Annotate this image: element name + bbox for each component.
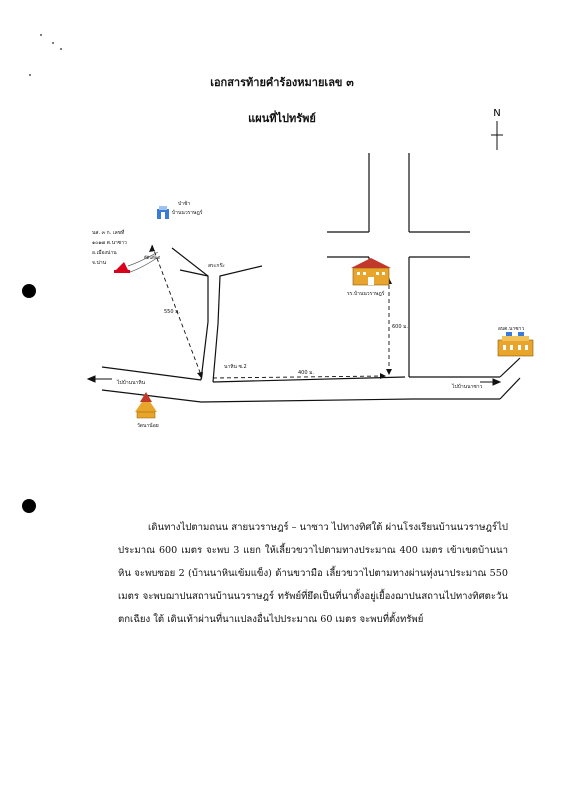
label-office: อบต.นาซาว	[498, 326, 525, 332]
map-title: แผนที่ไปทรัพย์	[248, 112, 316, 125]
label-school: รร.บ้านนวราษฎร์	[347, 291, 385, 297]
crematorium-icon	[157, 206, 169, 219]
label-to-nasao: ไปบ้านนาซาว	[452, 384, 483, 390]
north-arrow-icon	[491, 108, 503, 150]
directions-line: เดินทางไปตามถนน สายนวราษฎร์ – นาซาว ไปทางทิศใต้ ผ่านโรงเรียนบ้านนวราษฎร์ไป	[148, 522, 508, 533]
north-label: N	[493, 108, 501, 119]
label-wat: วัดนาน้อย	[137, 423, 159, 429]
label-to-nahin: ไปบ้านนาหิน	[117, 380, 146, 386]
distance-lines	[152, 245, 389, 378]
arrow-head	[386, 369, 392, 375]
arrow-head	[149, 245, 155, 252]
label-address: นส. ๓ ก. เลขที่๑๐๑๗ ต.นาซาวอ.เมืองน่านจ.น่าน	[92, 230, 127, 266]
label-pond: สระกร๊ะ	[208, 263, 225, 269]
arrow-head	[197, 372, 203, 379]
directions-line: จะพบฌาปนสถานบ้านนวราษฎร์ ทรัพย์ที่ยึดเป็นที่นาตั้งอยู่เยื้องฌาปนสถานไปทางทิศตะวันตกเฉียง	[118, 591, 508, 625]
directions-line: ใต้ เดินเท้าผ่านที่นาแปลงอื่นไปประมาณ 60 เมตร จะพบที่ตั้งทรัพย์	[153, 614, 424, 625]
school-icon	[351, 258, 391, 285]
label-nahin-soi: นาหิน ซ.2	[224, 364, 247, 370]
lower-road	[102, 358, 520, 402]
label-temple-top: ป่าช้าบ้านนวราษฎร์	[172, 201, 203, 216]
label-dist-400: 400 ม.	[298, 370, 315, 376]
label-dist-550: 550 ม.	[164, 309, 181, 315]
punch-hole-bottom	[22, 499, 36, 513]
directions-line: จะพบซอย 2 (บ้านนาหินเข้มแข็ง) ด้านขวามือ เลี้ยวขวาไปตามทางผ่านทุ่งนาประมาณ 550 เมตร	[118, 568, 508, 602]
document-header: เอกสารท้ายคำร้องหมายเลข ๓	[210, 76, 354, 89]
directions-line: ประมาณ 600 เมตร จะพบ 3 แยก ให้เลี้ยวขวาไปตามทางประมาณ 400 เมตร เข้าเขตบ้านนาหิน	[118, 545, 508, 579]
label-plot: ที่ดินที่ขอ	[144, 255, 160, 260]
label-dist-600: 600 ม.	[392, 324, 409, 330]
office-icon	[498, 332, 533, 356]
main-road	[327, 153, 470, 377]
directions-paragraph	[118, 516, 508, 631]
